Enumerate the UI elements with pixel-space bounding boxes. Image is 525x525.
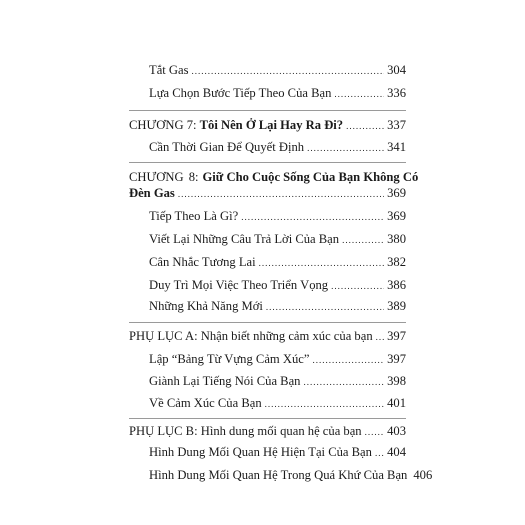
chapter-prefix: CHƯƠNG 8: [129,170,199,184]
entry-label: Cân Nhắc Tương Lai [149,255,256,269]
leader-dots [192,64,385,79]
entry-label: Tắt Gas [149,63,189,77]
chapter-prefix: CHƯƠNG 7: [129,118,200,132]
entry-page: 404 [387,445,406,459]
leader-dots [307,141,384,156]
chapter-title: Tôi Nên Ở Lại Hay Ra Đi? [199,118,344,132]
toc-entry-hinh-dung-qua-khu [149,468,433,484]
entry-label: Lựa Chọn Bước Tiếp Theo Của Bạn [149,86,332,100]
toc-entry-tat-gas [149,63,406,79]
toc-entry-ve-cam-xuc [149,396,406,412]
leader-dots [303,375,384,390]
toc-appendix-b [129,424,406,440]
entry-page: 369 [387,186,406,200]
entry-page: 397 [387,329,406,343]
toc-chapter-8-line2 [129,186,406,202]
leader-dots [241,210,384,225]
entry-page: 336 [387,86,406,100]
leader-dots [178,187,384,202]
entry-page: 337 [387,118,406,132]
leader-dots [342,233,384,248]
leader-dots [334,87,384,102]
section-divider [129,162,406,163]
entry-page: 406 [413,468,433,482]
leader-dots [365,425,385,440]
toc-entry-viet-lai [149,232,406,248]
toc-entry-duy-tri [149,278,406,294]
entry-page: 304 [387,63,406,77]
leader-dots [265,397,384,412]
entry-page: 380 [387,232,406,246]
entry-label: Tiếp Theo Là Gì? [149,209,239,223]
toc-entry-can-thoi-gian [149,140,406,156]
toc-entry-lap-bang [149,352,406,368]
entry-page: 369 [387,209,406,223]
entry-page: 341 [387,140,406,154]
leader-dots [259,256,384,271]
toc-appendix-a [129,329,406,345]
entry-label: Viết Lại Những Câu Trả Lời Của Bạn [149,232,340,246]
entry-label: Hình Dung Mối Quan Hệ Trong Quá Khứ Của Bạn [149,468,408,482]
entry-page: 403 [387,424,406,438]
toc-entry-gianh-lai [149,374,406,390]
leader-dots [331,279,384,294]
leader-dots [346,119,384,134]
section-divider [129,322,406,323]
entry-label: Những Khả Năng Mới [149,299,263,313]
entry-page: 386 [387,278,406,292]
chapter-heading [129,118,343,133]
toc-entry-kha-nang [149,299,406,315]
entry-page: 389 [387,299,406,313]
appendix-heading: PHỤ LỤC B: Hình dung mối quan hệ của bạn [129,424,362,438]
toc-entry-lua-chon [149,86,406,102]
chapter-title-line1: Giữ Cho Cuộc Sống Của Bạn Không Có [202,170,419,184]
appendix-heading: PHỤ LỤC A: Nhận biết những cảm xúc của bạn [129,329,373,343]
entry-label: Lập “Bảng Từ Vựng Cảm Xúc” [149,352,310,366]
toc-entry-tiep-theo [149,209,406,225]
entry-page: 382 [387,255,406,269]
toc-chapter-8-line1 [129,170,419,185]
leader-dots [375,446,384,461]
section-divider [129,110,406,111]
entry-page: 397 [387,352,406,366]
leader-dots [266,300,384,315]
chapter-title-line2: Đèn Gas [129,186,175,200]
entry-page: 401 [387,396,406,410]
toc-entry-can-nhac [149,255,406,271]
entry-page: 398 [387,374,406,388]
leader-dots [312,353,384,368]
entry-label: Giành Lại Tiếng Nói Của Bạn [149,374,301,388]
entry-label: Hình Dung Mối Quan Hệ Hiện Tại Của Bạn [149,445,372,459]
entry-label: Cần Thời Gian Để Quyết Định [149,140,305,154]
toc-chapter-7 [129,118,406,134]
section-divider [129,418,406,419]
leader-dots [376,330,384,345]
toc-entry-hinh-dung-hien-tai [149,445,406,461]
entry-label: Về Cảm Xúc Của Bạn [149,396,262,410]
entry-label: Duy Trì Mọi Việc Theo Triển Vọng [149,278,329,292]
